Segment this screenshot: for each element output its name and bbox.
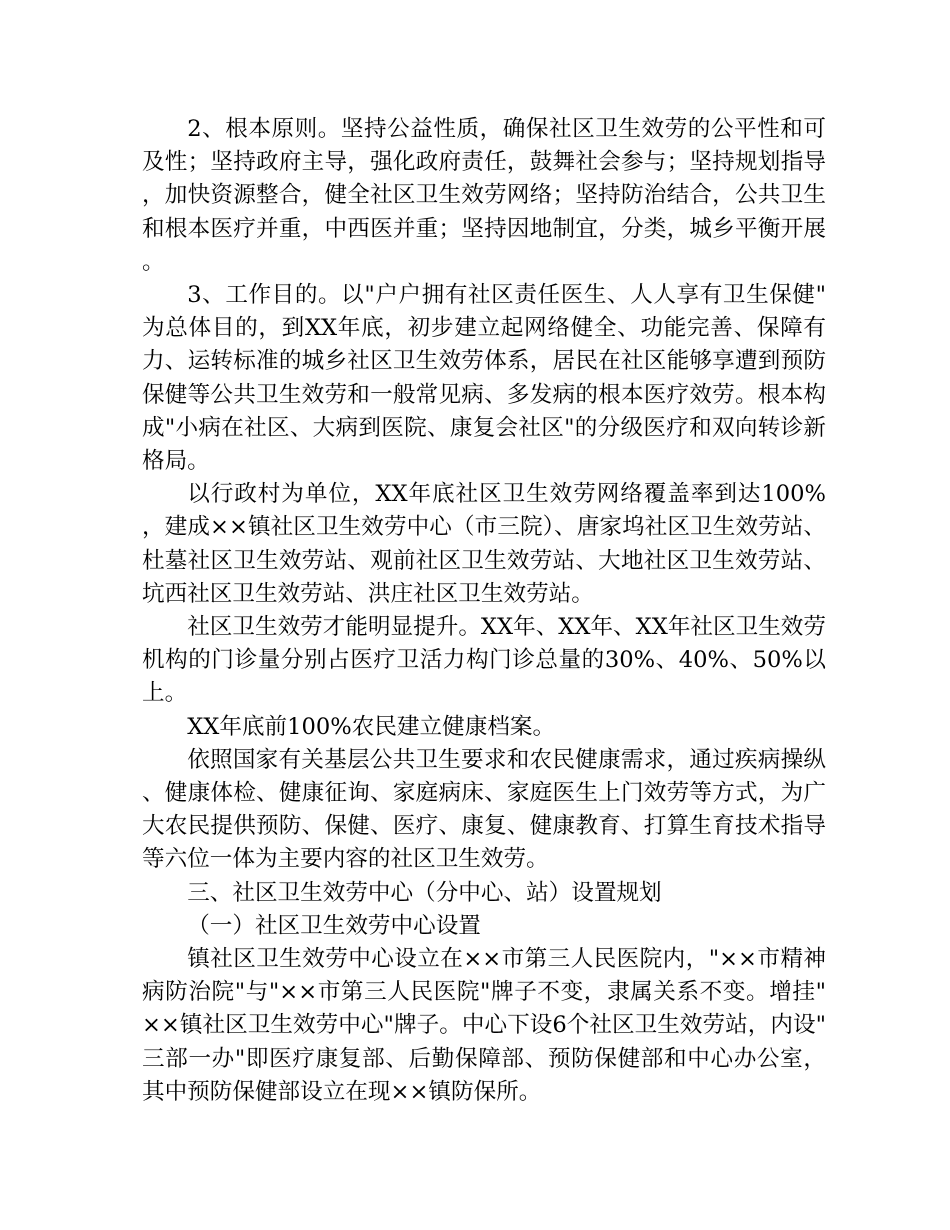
paragraph-network-coverage: 以行政村为单位，XX年底社区卫生效劳网络覆盖率到达100%，建成××镇社区卫生效劳中心（市三院）、唐家坞社区卫生效劳站、杜墓社区卫生效劳站、观前社区卫生效劳站、大地社区卫生效劳站、坑西社区卫生效劳站、洪庄社区卫生效劳站。 bbox=[142, 481, 826, 607]
document-body bbox=[142, 113, 826, 1109]
subsection-heading-center-setup: （一）社区卫生效劳中心设置 bbox=[187, 912, 481, 939]
paragraph-basic-principles: 2、根本原则。坚持公益性质，确保社区卫生效劳的公平性和可及性；坚持政府主导，强化政府责任，鼓舞社会参与；坚持规划指导，加快资源整合，健全社区卫生效劳网络；坚持防治结合，公共卫生和根本医疗并重，中西医并重；坚持因地制宜，分类，城乡平衡开展。 bbox=[142, 116, 826, 275]
paragraph-center-location: 镇社区卫生效劳中心设立在××市第三人民医院内，"××市精神病防治院"与"××市第三人民医院"牌子不变，隶属关系不变。增挂"××镇社区卫生效劳中心"牌子。中心下设6个社区卫生效劳站，内设"三部一办"即医疗康复部、后勤保障部、预防保健部和中心办公室，其中预防保健部设立在现××镇防保所。 bbox=[142, 946, 826, 1105]
paragraph-work-goals: 3、工作目的。以"户户拥有社区责任医生、人人享有卫生保健"为总体目的，到XX年底，初步建立起网络健全、功能完善、保障有力、运转标准的城乡社区卫生效劳体系，居民在社区能够享遭到预防保健等公共卫生效劳和一般常见病、多发病的根本医疗效劳。根本构成"小病在社区、大病到医院、康复会社区"的分级医疗和双向转诊新格局。 bbox=[142, 282, 826, 475]
paragraph-service-capacity: 社区卫生效劳才能明显提升。XX年、XX年、XX年社区卫生效劳机构的门诊量分别占医疗卫活力构门诊总量的30%、40%、50%以上。 bbox=[142, 614, 826, 707]
paragraph-service-content: 依照国家有关基层公共卫生要求和农民健康需求，通过疾病操纵、健康体检、健康征询、家庭病床、家庭医生上门效劳等方式，为广大农民提供预防、保健、医疗、康复、健康教育、打算生育技术指导等六位一体为主要内容的社区卫生效劳。 bbox=[142, 746, 826, 873]
paragraph-health-records: XX年底前100%农民建立健康档案。 bbox=[187, 713, 556, 740]
section-heading-setup-plan: 三、社区卫生效劳中心（分中心、站）设置规划 bbox=[187, 879, 662, 906]
